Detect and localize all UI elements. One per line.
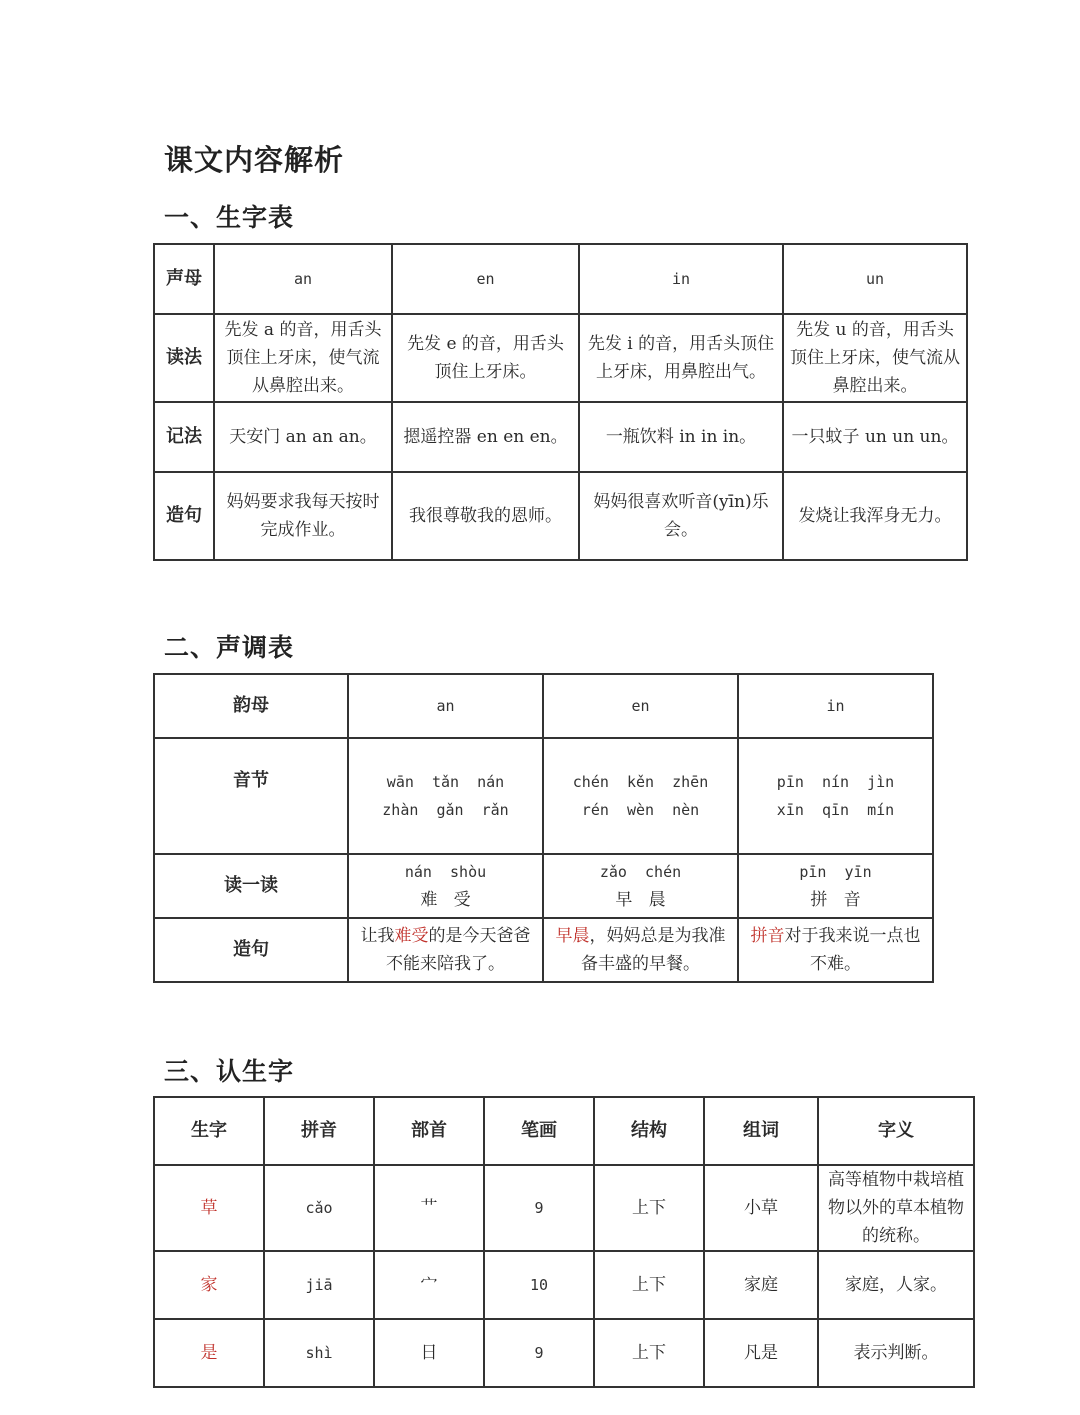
- table-cell: [738, 854, 933, 918]
- word-cell: 小草: [704, 1165, 818, 1251]
- table-cell: 我很尊敬我的恩师。: [392, 472, 579, 560]
- char-cell: 是: [154, 1319, 264, 1387]
- table-cell: en: [392, 244, 579, 314]
- table-cell: [543, 738, 738, 854]
- read-pinyin: nán shòu: [404, 863, 487, 881]
- column-header: 笔画: [484, 1097, 594, 1165]
- table-cell: un: [783, 244, 967, 314]
- row-label: 造句: [154, 918, 348, 982]
- row-label: 声母: [154, 244, 214, 314]
- table-row: [154, 314, 967, 402]
- table-cell: [738, 738, 933, 854]
- meaning-cell: 表示判断。: [818, 1319, 974, 1387]
- read-hanzi: 早 晨: [615, 890, 666, 910]
- table-cell: in: [738, 674, 933, 738]
- table-cell: 摁遥控器 en en en。: [392, 402, 579, 472]
- section2-heading: 二、声调表: [164, 633, 295, 662]
- table-row: [154, 918, 933, 982]
- table-row: [154, 854, 933, 918]
- consonant-table: [153, 243, 968, 561]
- row-label: 韵母: [154, 674, 348, 738]
- syllable-line: chén kěn zhēn: [572, 773, 709, 791]
- column-header: 结构: [594, 1097, 704, 1165]
- structure-cell: 上下: [594, 1319, 704, 1387]
- pinyin-cell: cǎo: [264, 1165, 374, 1251]
- table-cell: 先发 u 的音，用舌头顶住上牙床，使气流从鼻腔出来。: [783, 314, 967, 402]
- radical-cell: 日: [374, 1319, 484, 1387]
- table-cell: 一瓶饮料 in in in。: [579, 402, 783, 472]
- meaning-cell: 家庭，人家。: [818, 1251, 974, 1319]
- syllable-line: xīn qīn mín: [776, 801, 895, 819]
- strokes-cell: 9: [484, 1165, 594, 1251]
- table-cell: 一只蚊子 un un un。: [783, 402, 967, 472]
- table-cell: 妈妈很喜欢听音(yīn)乐会。: [579, 472, 783, 560]
- table-cell: 先发 a 的音，用舌头顶住上牙床，使气流从鼻腔出来。: [214, 314, 392, 402]
- table-cell: 天安门 an an an。: [214, 402, 392, 472]
- read-hanzi: 难 受: [420, 890, 471, 910]
- table-cell: [348, 918, 543, 982]
- row-label: 读法: [154, 314, 214, 402]
- page-title: 课文内容解析: [164, 143, 345, 177]
- table-cell: en: [543, 674, 738, 738]
- structure-cell: 上下: [594, 1165, 704, 1251]
- read-pinyin: zǎo chén: [599, 863, 682, 881]
- table-row: [154, 1165, 974, 1251]
- table-row: [154, 674, 933, 738]
- table-cell: 先发 e 的音，用舌头顶住上牙床。: [392, 314, 579, 402]
- characters-table: [153, 1096, 975, 1388]
- table-row: [154, 244, 967, 314]
- tone-table: [153, 673, 934, 983]
- sentence-text: 让我: [360, 926, 395, 946]
- table-row: [154, 402, 967, 472]
- table-cell: 先发 i 的音，用舌头顶住上牙床，用鼻腔出气。: [579, 314, 783, 402]
- word-cell: 家庭: [704, 1251, 818, 1319]
- meaning-cell: 高等植物中栽培植物以外的草本植物的统称。: [818, 1165, 974, 1251]
- row-label: 读一读: [154, 854, 348, 918]
- column-header: 部首: [374, 1097, 484, 1165]
- strokes-cell: 9: [484, 1319, 594, 1387]
- table-cell: 发烧让我浑身无力。: [783, 472, 967, 560]
- table-row: [154, 472, 967, 560]
- syllable-line: zhàn gǎn rǎn: [382, 801, 509, 819]
- row-label: 音节: [154, 738, 348, 854]
- radical-cell: 宀: [374, 1251, 484, 1319]
- pinyin-cell: jiā: [264, 1251, 374, 1319]
- char-cell: 家: [154, 1251, 264, 1319]
- read-pinyin: pīn yīn: [799, 863, 872, 881]
- word-cell: 凡是: [704, 1319, 818, 1387]
- pinyin-cell: shì: [264, 1319, 374, 1387]
- highlight-word: 拼音: [750, 926, 785, 946]
- table-cell: [543, 854, 738, 918]
- sentence-text: ，妈妈总是为我准备丰盛的早餐。: [581, 926, 726, 974]
- table-cell: an: [348, 674, 543, 738]
- table-row: [154, 1319, 974, 1387]
- column-header: 字义: [818, 1097, 974, 1165]
- table-cell: 妈妈要求我每天按时完成作业。: [214, 472, 392, 560]
- table-cell: an: [214, 244, 392, 314]
- column-header: 生字: [154, 1097, 264, 1165]
- radical-cell: 艹: [374, 1165, 484, 1251]
- sentence-text: 的是今天爸爸不能来陪我了。: [386, 926, 531, 974]
- strokes-cell: 10: [484, 1251, 594, 1319]
- syllable-line: pīn nín jìn: [776, 773, 895, 791]
- table-cell: [543, 918, 738, 982]
- table-row: [154, 738, 933, 854]
- table-row: [154, 1251, 974, 1319]
- highlight-word: 难受: [394, 926, 429, 946]
- sentence-text: 对于我来说一点也不难。: [784, 926, 921, 974]
- table-header-row: [154, 1097, 974, 1165]
- highlight-word: 早晨: [555, 926, 590, 946]
- structure-cell: 上下: [594, 1251, 704, 1319]
- read-hanzi: 拼 音: [810, 890, 861, 910]
- section1-heading: 一、生字表: [164, 203, 295, 232]
- syllable-line: wān tǎn nán: [386, 773, 505, 791]
- section3-heading: 三、认生字: [164, 1057, 295, 1086]
- column-header: 组词: [704, 1097, 818, 1165]
- table-cell: [348, 738, 543, 854]
- row-label: 记法: [154, 402, 214, 472]
- table-cell: in: [579, 244, 783, 314]
- table-cell: [348, 854, 543, 918]
- table-cell: [738, 918, 933, 982]
- column-header: 拼音: [264, 1097, 374, 1165]
- row-label: 造句: [154, 472, 214, 560]
- syllable-line: rén wèn nèn: [581, 801, 700, 819]
- char-cell: 草: [154, 1165, 264, 1251]
